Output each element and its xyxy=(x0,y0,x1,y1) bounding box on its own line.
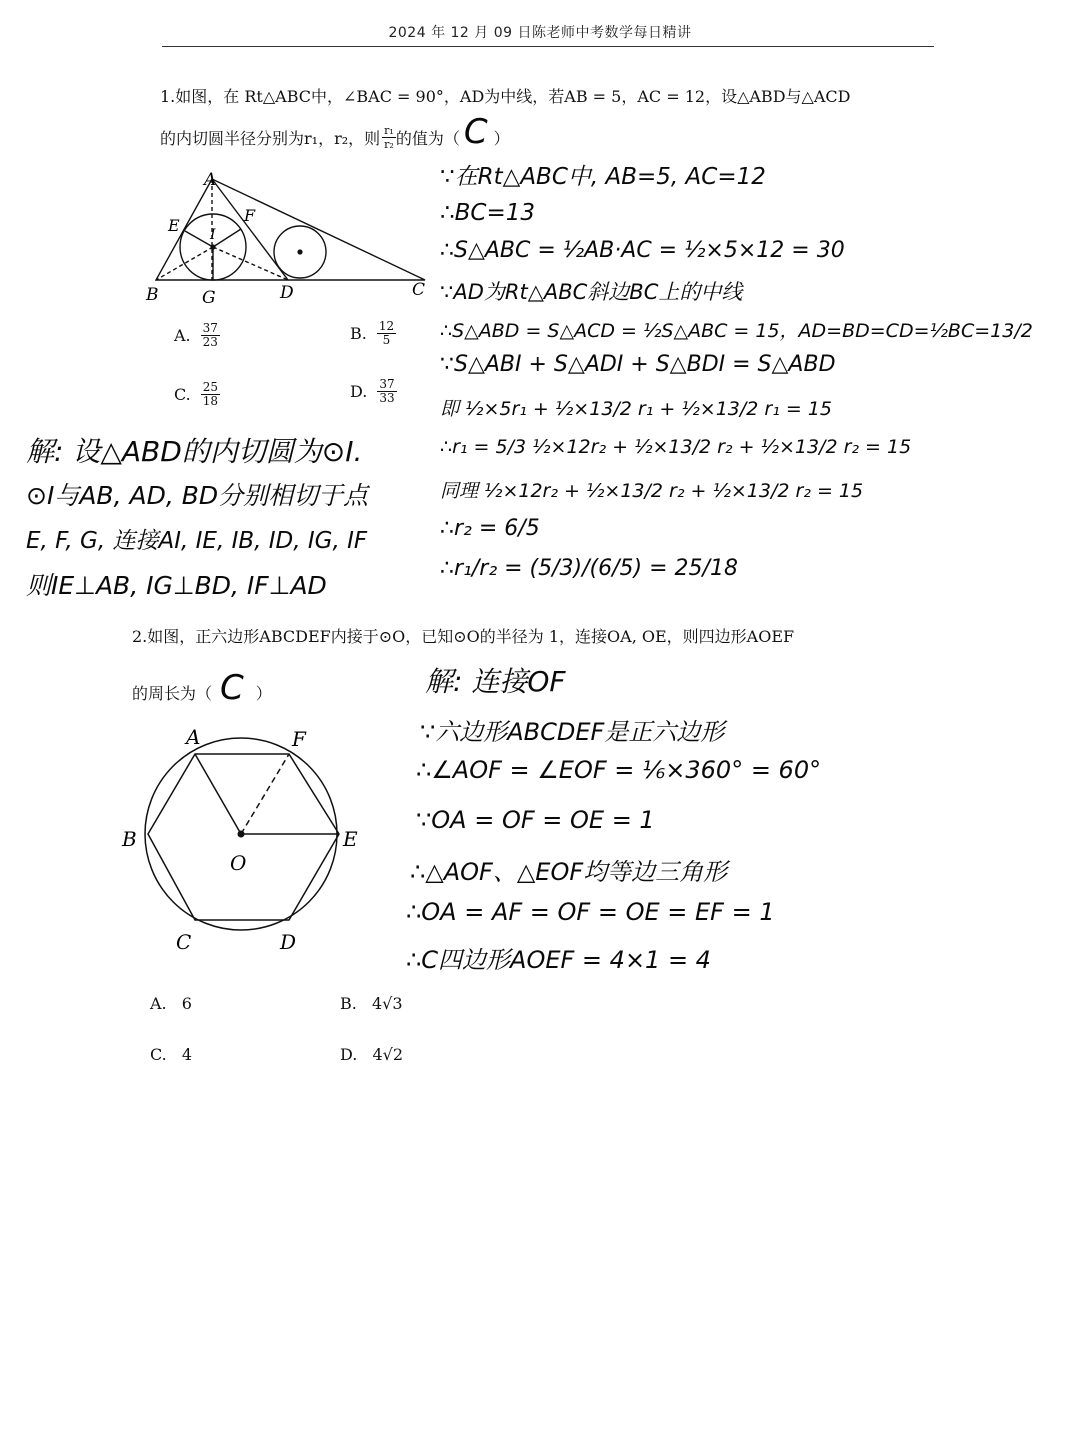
q1-option-d-fraction xyxy=(377,378,396,405)
q2-option-d[interactable] xyxy=(340,1045,403,1064)
q1-line2-tail: 的值为（ xyxy=(395,128,460,148)
q1-option-d-letter: D. xyxy=(350,382,368,401)
q2-option-a-value: 6 xyxy=(181,994,192,1013)
q1-solution-line-5: ∴S△ABD = S△ACD = ½S△ABC = 15，AD=BD=CD=½BC=13/2 xyxy=(440,320,1033,342)
label-g: G xyxy=(202,288,216,305)
q1-solution-line-9: 同理 ½×12r₂ + ½×13/2 r₂ + ½×13/2 r₂ = 15 xyxy=(440,480,864,502)
center-o-dot xyxy=(238,831,245,838)
q1-left-solution-line-4: 则IE⊥AB, IG⊥BD, IF⊥AD xyxy=(26,571,327,600)
q1-option-b-den: 5 xyxy=(382,333,391,347)
q1-option-d[interactable] xyxy=(350,378,397,405)
segment-of-dashed xyxy=(241,754,289,834)
q2-hexagon-diagram xyxy=(110,718,380,968)
q1-line2-text: 的内切圆半径分别为r₁，r₂，则 xyxy=(160,128,381,148)
triangle-abc xyxy=(156,179,425,280)
q2-line2 xyxy=(132,668,272,708)
hex-label-o: O xyxy=(230,851,247,875)
q2-solution-line-5: ∴△AOF、△EOF均等边三角形 xyxy=(410,858,728,886)
hex-label-a: A xyxy=(186,725,201,749)
q1-option-a[interactable] xyxy=(174,322,220,349)
q1-solution-line-7: 即 ½×5r₁ + ½×13/2 r₁ + ½×13/2 r₁ = 15 xyxy=(440,398,833,420)
q1-option-b-num: 12 xyxy=(378,319,395,333)
q1-ratio-fraction xyxy=(382,124,396,151)
q1-solution-line-11: ∴r₁/r₂ = (5/3)/(6/5) = 25/18 xyxy=(440,556,738,581)
label-a: A xyxy=(204,170,217,190)
q2-option-c-letter: C. xyxy=(150,1045,167,1064)
q1-left-solution-line-3: E, F, G, 连接AI, IE, IB, ID, IG, IF xyxy=(26,528,368,554)
hex-label-e: E xyxy=(343,827,358,851)
q1-close-paren: ） xyxy=(493,128,510,148)
q2-solution-line-7: ∴C四边形AOEF = 4×1 = 4 xyxy=(406,946,711,974)
incenter-2-dot xyxy=(297,249,302,254)
q2-option-d-letter: D. xyxy=(340,1045,358,1064)
hex-label-d: D xyxy=(280,930,297,954)
q1-solution-line-8: ∴r₁ = 5/3 ½×12r₂ + ½×13/2 r₂ + ½×13/2 r₂ = 15 xyxy=(440,436,912,458)
q1-solution-line-4: ∵AD为Rt△ABC斜边BC上的中线 xyxy=(440,280,743,304)
q2-handwritten-answer: C xyxy=(220,668,244,708)
hex-label-f: F xyxy=(292,727,306,751)
label-f: F xyxy=(244,206,256,225)
q1-solution-line-2: ∴BC=13 xyxy=(440,200,536,226)
label-b: B xyxy=(146,285,159,305)
q1-option-b-letter: B. xyxy=(350,324,367,343)
q1-option-c-letter: C. xyxy=(174,385,191,404)
page-header: 2024 年 12 月 09 日陈老师中考数学每日精讲 xyxy=(388,25,692,41)
label-c: C xyxy=(412,280,426,300)
q2-solution-line-3: ∴∠AOF = ∠EOF = ⅙×360° = 60° xyxy=(416,756,822,784)
q1-option-b-fraction xyxy=(377,320,396,347)
q1-triangle-diagram xyxy=(140,165,440,305)
q2-line2-text: 的周长为（ xyxy=(132,683,213,703)
q2-solution-line-4: ∵OA = OF = OE = 1 xyxy=(416,806,655,834)
q2-option-c-value: 4 xyxy=(181,1045,193,1064)
q2-option-d-value: 4√2 xyxy=(372,1045,403,1064)
q1-option-a-num: 37 xyxy=(202,321,218,335)
q2-solution-line-1: 解: 连接OF xyxy=(425,665,566,698)
header-divider xyxy=(162,46,934,47)
q2-option-b-letter: B. xyxy=(340,994,357,1013)
q1-solution-line-1: ∵在Rt△ABC中, AB=5, AC=12 xyxy=(440,164,766,190)
q1-solution-line-3: ∴S△ABC = ½AB·AC = ½×5×12 = 30 xyxy=(440,238,845,263)
q2-option-c[interactable] xyxy=(150,1045,192,1064)
q2-option-a[interactable] xyxy=(150,994,192,1013)
q2-solution-line-6: ∴OA = AF = OF = OE = EF = 1 xyxy=(406,898,775,926)
q2-line1: 2.如图，正六边形ABCDEF内接于⊙O，已知⊙O的半径为 1，连接OA, OE，则四边形AOEF xyxy=(132,627,795,646)
q1-option-c[interactable] xyxy=(174,381,220,408)
q1-ratio-num: r₁ xyxy=(384,123,394,137)
hex-label-c: C xyxy=(176,930,192,954)
q2-option-b[interactable] xyxy=(340,994,403,1013)
q1-option-a-fraction xyxy=(201,322,220,349)
q1-handwritten-answer: C xyxy=(463,112,488,152)
label-d: D xyxy=(280,283,294,303)
q1-option-c-fraction xyxy=(201,381,220,408)
q1-option-c-num: 25 xyxy=(202,380,219,394)
q1-line1: 1.如图，在 Rt△ABC中，∠BAC = 90°，AD为中线，若AB = 5，AC = 12，设△ABD与△ACD xyxy=(160,87,851,106)
q1-option-d-num: 37 xyxy=(379,377,395,391)
q2-solution-line-2: ∵六边形ABCDEF是正六边形 xyxy=(420,718,725,746)
q2-option-a-letter: A. xyxy=(150,994,167,1013)
q1-option-c-den: 18 xyxy=(202,394,219,408)
q1-left-solution-line-1: 解: 设△ABD的内切圆为⊙I. xyxy=(26,435,363,468)
q1-solution-line-6: ∵S△ABI + S△ADI + S△BDI = S△ABD xyxy=(440,352,836,377)
q2-close-paren: ） xyxy=(255,683,272,703)
q1-ratio-den: r₂ xyxy=(384,137,394,151)
hexagon-abcdef xyxy=(148,754,339,920)
q1-left-solution-line-2: ⊙I与AB, AD, BD分别相切于点 xyxy=(26,481,369,510)
label-i: I xyxy=(210,227,216,243)
q1-line2 xyxy=(160,112,510,152)
incenter-i-dot xyxy=(210,244,215,249)
q1-option-d-den: 33 xyxy=(379,391,395,405)
q1-option-a-letter: A. xyxy=(174,326,191,345)
q1-solution-line-10: ∴r₂ = 6/5 xyxy=(440,516,540,541)
hex-label-b: B xyxy=(122,827,137,851)
q1-option-b[interactable] xyxy=(350,320,396,347)
label-e: E xyxy=(168,216,180,235)
q1-option-a-den: 23 xyxy=(202,335,218,349)
q2-option-b-value: 4√3 xyxy=(371,994,403,1013)
segment-oa xyxy=(195,754,241,834)
